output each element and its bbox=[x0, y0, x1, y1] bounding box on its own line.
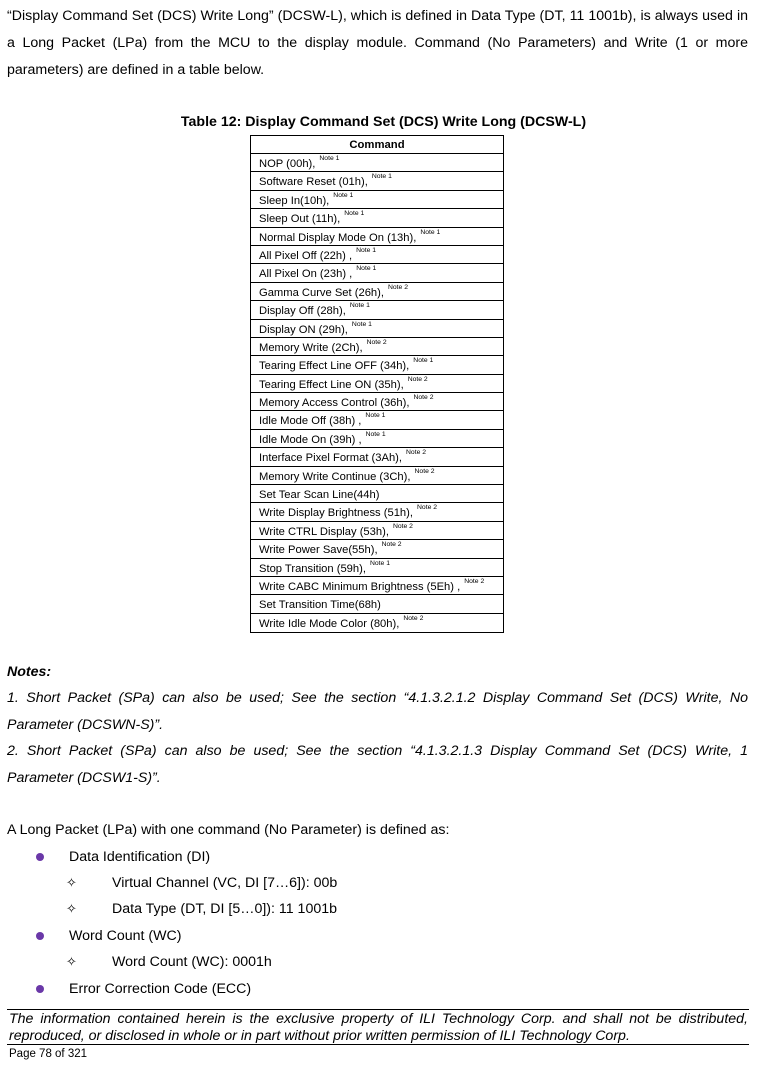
footer-divider-bottom bbox=[7, 1044, 749, 1045]
table-row bbox=[251, 393, 503, 411]
note-reference: Note 2 bbox=[407, 375, 428, 383]
note-reference: Note 2 bbox=[413, 394, 434, 402]
note-reference: Note 2 bbox=[464, 577, 485, 585]
note-reference: Note 2 bbox=[392, 522, 413, 530]
table-row bbox=[251, 430, 503, 448]
four-point-star-icon: ✧ bbox=[66, 875, 77, 890]
table-row bbox=[251, 522, 503, 540]
table-row bbox=[251, 375, 503, 393]
table-row bbox=[251, 209, 503, 227]
note-2: 2. Short Packet (SPa) can also be used; See the section “4.1.3.2.1.3 Display Command Set (DCS) Write, 1 Parameter (DCSW1-S)”. bbox=[7, 743, 748, 786]
note-reference: Note 1 bbox=[365, 412, 386, 420]
command-name: Write Power Save(55h), bbox=[259, 544, 378, 557]
note-reference: Note 1 bbox=[351, 320, 372, 328]
command-name: Memory Write Continue (3Ch), bbox=[259, 470, 411, 483]
table-row bbox=[251, 448, 503, 466]
note-reference: Note 1 bbox=[371, 173, 392, 181]
table-header: Command bbox=[251, 136, 503, 154]
note-reference: Note 1 bbox=[349, 302, 370, 310]
note-reference: Note 1 bbox=[420, 228, 441, 236]
table-row bbox=[251, 559, 503, 577]
sub-bullet-text: Word Count (WC): 0001h bbox=[112, 954, 272, 970]
note-reference: Note 1 bbox=[356, 246, 377, 254]
bullet-dot-icon bbox=[36, 985, 44, 993]
bullet-dot-icon bbox=[36, 932, 44, 940]
note-reference: Note 2 bbox=[387, 283, 409, 291]
command-name: Display Off (28h), bbox=[259, 305, 346, 318]
note-reference: Note 1 bbox=[365, 430, 386, 438]
note-reference: Note 1 bbox=[413, 357, 434, 365]
table-row bbox=[251, 246, 503, 264]
command-name: Tearing Effect Line ON (35h), bbox=[259, 378, 404, 391]
command-name: Memory Access Control (36h), bbox=[259, 397, 410, 410]
table-row bbox=[251, 172, 503, 190]
command-name: Normal Display Mode On (13h), bbox=[259, 231, 417, 244]
table-row bbox=[251, 485, 503, 503]
table-title: Table 12: Display Command Set (DCS) Write Long (DCSW-L) bbox=[180, 114, 587, 130]
note-reference: Note 1 bbox=[356, 265, 377, 273]
table-row bbox=[251, 467, 503, 485]
table-row bbox=[251, 595, 503, 613]
command-name: Set Tear Scan Line(44h) bbox=[259, 489, 380, 502]
bullet-text: Error Correction Code (ECC) bbox=[69, 981, 252, 997]
bullet-text: Data Identification (DI) bbox=[69, 849, 211, 865]
table-row bbox=[251, 228, 503, 246]
note-reference: Note 1 bbox=[333, 191, 354, 199]
table-row bbox=[251, 154, 503, 172]
table-row bbox=[251, 356, 503, 374]
command-name: Software Reset (01h), bbox=[259, 176, 368, 189]
table-row bbox=[251, 503, 503, 521]
note-reference: Note 2 bbox=[366, 338, 387, 346]
note-reference: Note 2 bbox=[414, 467, 435, 475]
command-name: All Pixel On (23h) , bbox=[259, 268, 353, 281]
four-point-star-icon: ✧ bbox=[66, 954, 77, 969]
bullet-text: Word Count (WC) bbox=[69, 928, 182, 944]
command-name: Sleep In(10h), bbox=[259, 194, 330, 207]
command-name: Memory Write (2Ch), bbox=[259, 341, 363, 354]
page-number: Page 78 of 321 bbox=[9, 1048, 88, 1060]
command-name: Write CABC Minimum Brightness (5Eh) , bbox=[259, 580, 461, 593]
command-name: NOP (00h), bbox=[259, 158, 316, 170]
bullet-dot-icon bbox=[36, 853, 44, 861]
sub-bullet-text: Virtual Channel (VC, DI [7…6]): 00b bbox=[112, 875, 338, 891]
note-reference: Note 2 bbox=[381, 541, 402, 549]
command-name: Set Transition Time(68h) bbox=[259, 599, 381, 612]
command-name: Display ON (29h), bbox=[259, 323, 348, 336]
note-1: 1. Short Packet (SPa) can also be used; See the section “4.1.3.2.1.2 Display Command Set (DCS) Write, No Parameter (DCSWN-S)”. bbox=[7, 690, 748, 733]
table-row bbox=[251, 338, 503, 356]
note-reference: Note 1 bbox=[344, 210, 365, 218]
command-name: All Pixel Off (22h) , bbox=[259, 249, 353, 262]
table-row bbox=[251, 191, 503, 209]
note-reference: Note 2 bbox=[417, 504, 438, 512]
table-row bbox=[251, 301, 503, 319]
notes-heading: Notes: bbox=[7, 664, 52, 680]
command-name: Interface Pixel Format (3Ah), bbox=[259, 452, 403, 465]
footer-disclaimer: The information contained herein is the exclusive property of ILI Technology Corp. and shall not be distributed, reproduced, or disclosed in whole or in part without prior written permission of ILI Technology Corp. bbox=[9, 1011, 748, 1044]
footer-divider-top bbox=[7, 1009, 749, 1010]
table-row bbox=[251, 320, 503, 338]
command-name: Tearing Effect Line OFF (34h), bbox=[259, 360, 410, 373]
command-name: Gamma Curve Set (26h), bbox=[259, 286, 384, 299]
command-name: Write Display Brightness (51h), bbox=[259, 507, 413, 520]
table-row bbox=[251, 411, 503, 429]
table-row bbox=[251, 264, 503, 282]
note-reference: Note 2 bbox=[406, 449, 427, 457]
note-reference: Note 2 bbox=[403, 614, 424, 622]
command-table bbox=[250, 135, 504, 633]
intro-paragraph: “Display Command Set (DCS) Write Long” (DCSW-L), which is defined in Data Type (DT, 11 1001b), is always used in a Long Packet (LPa) from the MCU to the display module. Command (No Parameters) and Write (1 or more parameters) are defined in a table below. bbox=[7, 8, 748, 78]
table-row bbox=[251, 283, 503, 301]
command-name: Idle Mode On (39h) , bbox=[259, 433, 362, 446]
command-name: Sleep Out (11h), bbox=[259, 213, 341, 226]
command-name: Stop Transition (59h), bbox=[259, 562, 366, 575]
command-name: Idle Mode Off (38h) , bbox=[259, 415, 362, 428]
lpa-intro: A Long Packet (LPa) with one command (No Parameter) is defined as: bbox=[7, 822, 450, 838]
note-reference: Note 1 bbox=[319, 155, 340, 162]
four-point-star-icon: ✧ bbox=[66, 901, 77, 916]
table-body bbox=[251, 154, 503, 632]
note-reference: Note 1 bbox=[369, 559, 390, 567]
sub-bullet-text: Data Type (DT, DI [5…0]): 11 1001b bbox=[112, 901, 338, 917]
command-name: Write CTRL Display (53h), bbox=[259, 525, 389, 538]
table-row bbox=[251, 614, 503, 632]
table-row bbox=[251, 540, 503, 558]
command-name: Write Idle Mode Color (80h), bbox=[259, 617, 400, 630]
table-row bbox=[251, 577, 503, 595]
